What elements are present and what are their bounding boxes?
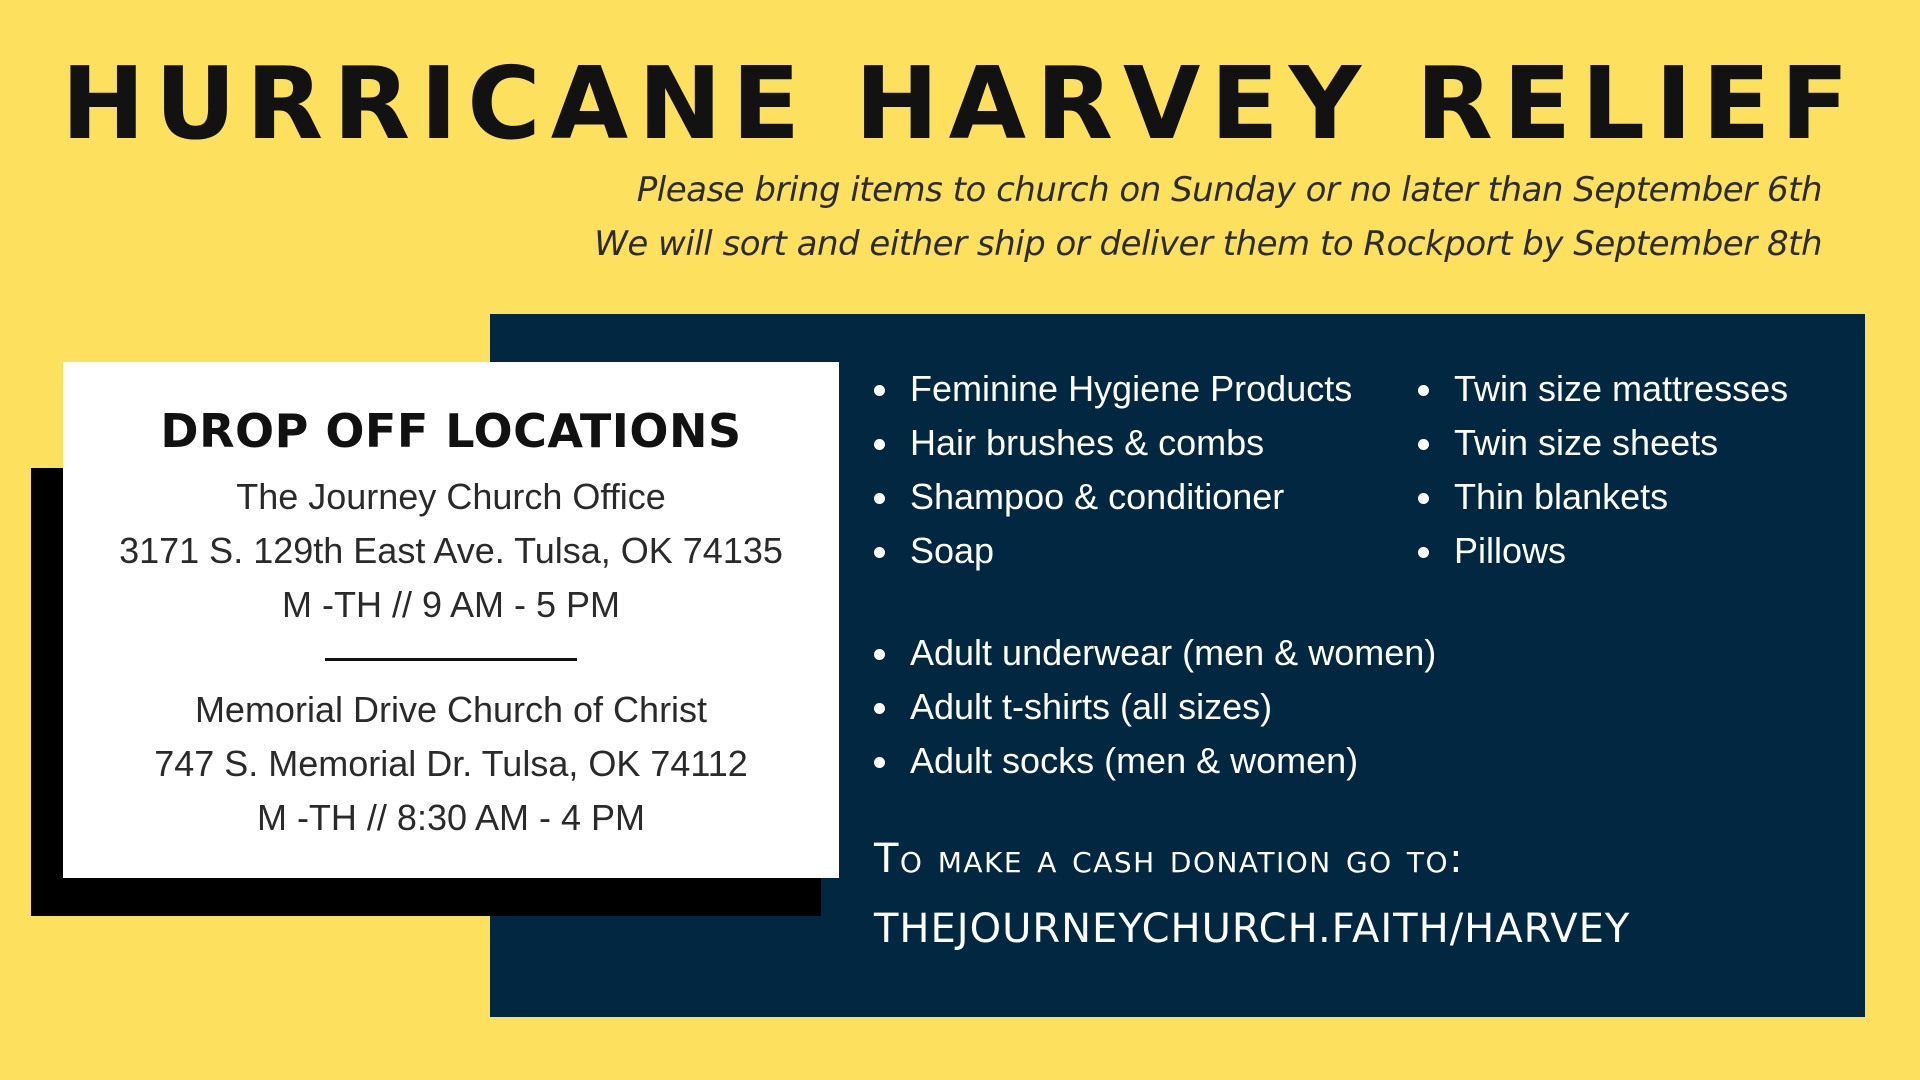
dropoff-locations-heading: DROP OFF LOCATIONS <box>160 404 742 458</box>
needs-list-hygiene <box>874 362 1352 578</box>
location-2-address: 747 S. Memorial Dr. Tulsa, OK 74112 <box>154 743 748 784</box>
list-item: Adult t-shirts (all sizes) <box>874 680 1436 734</box>
dropoff-locations-card <box>63 362 839 878</box>
needs-list-clothing <box>874 626 1436 788</box>
location-2-hours: M -TH // 8:30 AM - 4 PM <box>256 797 646 838</box>
cash-donation-label: To make a cash donation go to: <box>874 836 1465 882</box>
needs-list-bedding <box>1418 362 1788 578</box>
list-item: Thin blankets <box>1418 470 1788 524</box>
list-item: Hair brushes & combs <box>874 416 1352 470</box>
location-1-address: 3171 S. 129th East Ave. Tulsa, OK 74135 <box>119 530 783 571</box>
location-2-name: Memorial Drive Church of Christ <box>194 689 708 730</box>
donation-url: THEJOURNEYCHURCH.FAITH/HARVEY <box>874 906 1631 952</box>
delivery-deadline-text: We will sort and either ship or deliver them to Rockport by September 8th <box>594 224 1822 264</box>
location-1-hours: M -TH // 9 AM - 5 PM <box>281 584 621 625</box>
list-item: Feminine Hygiene Products <box>874 362 1352 416</box>
location-1-name: The Journey Church Office <box>236 476 666 517</box>
list-item: Adult underwear (men & women) <box>874 626 1436 680</box>
list-item: Adult socks (men & women) <box>874 734 1436 788</box>
list-item: Twin size mattresses <box>1418 362 1788 416</box>
list-item: Shampoo & conditioner <box>874 470 1352 524</box>
location-divider <box>325 658 577 661</box>
page-title: HURRICANE HARVEY RELIEF <box>61 45 1859 162</box>
list-item: Twin size sheets <box>1418 416 1788 470</box>
dropoff-deadline-text: Please bring items to church on Sunday or no later than September 6th <box>636 170 1822 210</box>
list-item: Soap <box>874 524 1352 578</box>
list-item: Pillows <box>1418 524 1788 578</box>
